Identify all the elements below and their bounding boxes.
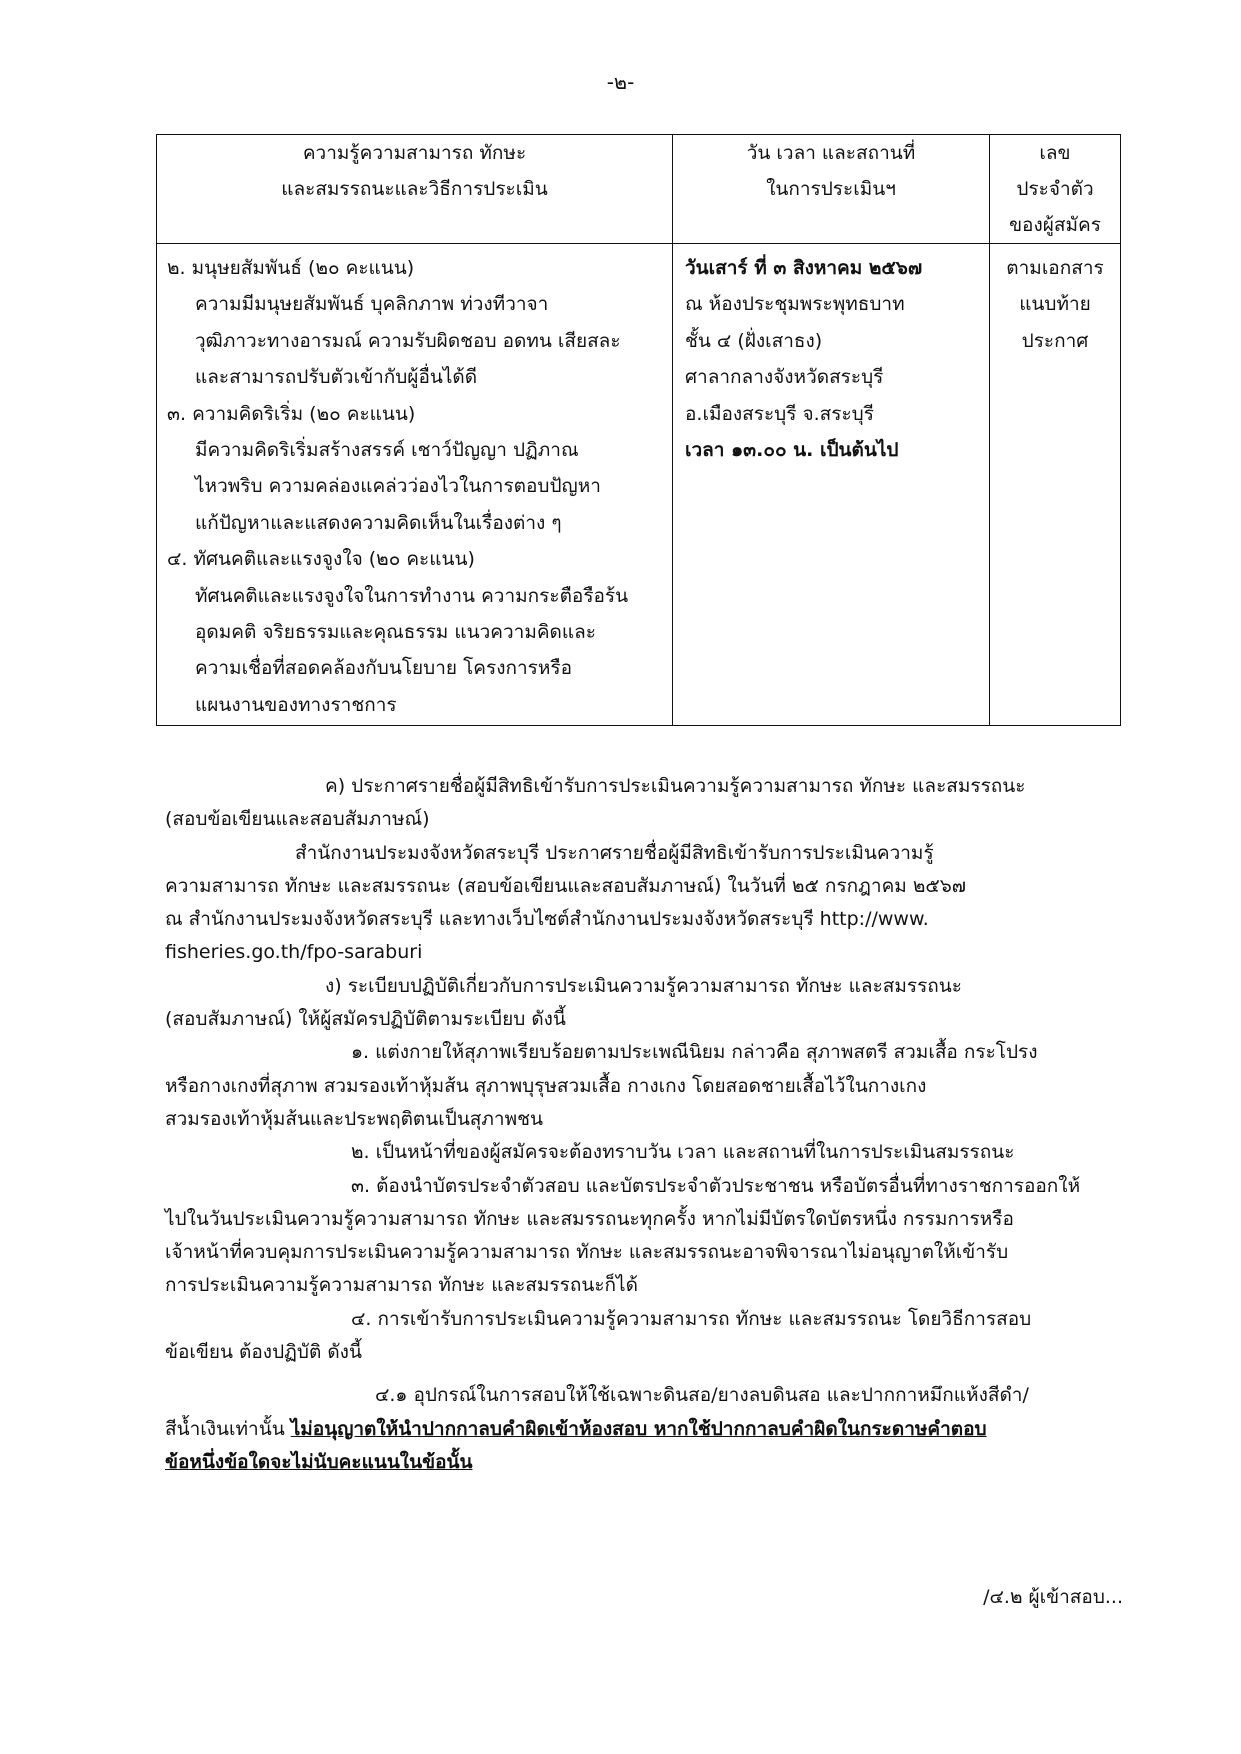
id-note-line: ประกาศ — [1021, 329, 1089, 352]
id-note-line: แนบท้าย — [1019, 293, 1091, 316]
rule-4: ๔. การเข้ารับการประเมินความรู้ความสามารถ ทักษะ และสมรรถนะ โดยวิธีการสอบ — [351, 1307, 1032, 1330]
criteria-detail: อุดมคติ จริยธรรมและคุณธรรม แนวความคิดและ — [195, 621, 596, 644]
section-c-heading-cont: (สอบข้อเขียนและสอบสัมภาษณ์) — [165, 808, 430, 831]
criteria-detail: และสามารถปรับตัวเข้ากับผู้อื่นได้ดี — [195, 366, 478, 389]
criteria-item: ๓. ความคิดริเริ่ม (๒๐ คะแนน) — [167, 402, 416, 425]
criteria-detail: วุฒิภาวะทางอารมณ์ ความรับผิดชอบ อดทน เสียสละ — [195, 329, 621, 352]
schedule-venue: ศาลากลางจังหวัดสระบุรี — [685, 366, 884, 389]
criteria-detail: แผนงานของทางราชการ — [195, 693, 397, 716]
document-body — [165, 770, 1125, 1479]
id-note-line: ตามเอกสาร — [1006, 257, 1104, 279]
rule-4-1: ๔.๑ อุปกรณ์ในการสอบให้ใช้เฉพาะดินสอ/ยางลบดินสอ และปากกาหมึกแห้งสีดำ/ — [375, 1384, 1029, 1407]
header-criteria: ความรู้ความสามารถ ทักษะ และสมรรถนะและวิธีการประเมิน — [157, 135, 673, 244]
criteria-item: ๒. มนุษยสัมพันธ์ (๒๐ คะแนน) — [167, 257, 415, 279]
criteria-item: ๔. ทัศนคติและแรงจูงใจ (๒๐ คะแนน) — [167, 548, 475, 571]
criteria-detail: ไหวพริบ ความคล่องแคล่วว่องไวในการตอบปัญหา — [195, 475, 601, 498]
criteria-detail: ความมีมนุษยสัมพันธ์ บุคลิกภาพ ท่วงทีวาจา — [195, 293, 549, 316]
schedule-venue: ณ ห้องประชุมพระพุทธบาท — [685, 293, 905, 316]
assessment-table — [156, 134, 1121, 726]
section-c-body: สำนักงานประมงจังหวัดสระบุรี ประกาศรายชื่อผู้มีสิทธิเข้ารับการประเมินความรู้ — [295, 841, 934, 864]
schedule-venue: ชั้น ๔ (ฝั่งเสาธง) — [685, 329, 823, 352]
page-continuation: /๔.๒ ผู้เข้าสอบ... — [983, 1586, 1123, 1608]
section-c-body: ความสามารถ ทักษะ และสมรรถนะ (สอบข้อเขียนและสอบสัมภาษณ์) ในวันที่ ๒๕ กรกฎาคม ๒๕๖๗ — [165, 874, 967, 897]
schedule-cell — [673, 244, 990, 726]
rule-2: ๒. เป็นหน้าที่ของผู้สมัครจะต้องทราบวัน เวลา และสถานที่ในการประเมินสมรรถนะ — [351, 1141, 1015, 1164]
rule-4-1-cont — [165, 1413, 1125, 1446]
table-header-row — [157, 135, 1121, 244]
website-url: fisheries.go.th/fpo-saraburi — [165, 941, 423, 964]
section-d-heading: ง) ระเบียบปฏิบัติเกี่ยวกับการประเมินความรู้ความสามารถ ทักษะ และสมรรถนะ — [325, 974, 963, 997]
rule-1: ๑. แต่งกายให้สุภาพเรียบร้อยตามประเพณีนิยม กล่าวคือ สุภาพสตรี สวมเสื้อ กระโปรง — [351, 1041, 1038, 1064]
schedule-date: วันเสาร์ ที่ ๓ สิงหาคม ๒๕๖๗ — [685, 257, 923, 279]
rule-4-1-warning-cont: ข้อหนึ่งข้อใดจะไม่นับคะแนนในข้อนั้น — [165, 1450, 473, 1473]
rule-4-1-text: สีน้ำเงินเท่านั้น — [165, 1417, 291, 1440]
criteria-detail: ความเชื่อที่สอดคล้องกับนโยบาย โครงการหรือ — [195, 657, 572, 680]
rule-3-cont: การประเมินความรู้ความสามารถ ทักษะ และสมรรถนะก็ได้ — [165, 1274, 638, 1297]
rule-3-cont: เจ้าหน้าที่ควบคุมการประเมินความรู้ความสามารถ ทักษะ และสมรรถนะอาจพิจารณาไม่อนุญาตให้เข้ารับ — [165, 1241, 1009, 1264]
page-number: -๒- — [606, 70, 635, 94]
section-c-body: ณ สำนักงานประมงจังหวัดสระบุรี และทางเว็บไซต์สำนักงานประมงจังหวัดสระบุรี http://www. — [165, 908, 929, 931]
rule-1-cont: หรือกางเกงที่สุภาพ สวมรองเท้าหุ้มส้น สุภาพบุรุษสวมเสื้อ กางเกง โดยสอดชายเสื้อไว้ในกางเกง — [165, 1074, 927, 1097]
schedule-venue: อ.เมืองสระบุรี จ.สระบุรี — [685, 402, 874, 425]
rule-1-cont: สวมรองเท้าหุ้มส้นและประพฤติตนเป็นสุภาพชน — [165, 1107, 544, 1130]
header-applicant-id: เลข ประจำตัว ของผู้สมัคร — [990, 135, 1121, 244]
header-schedule: วัน เวลา และสถานที่ ในการประเมินฯ — [673, 135, 990, 244]
rule-3-cont: ไปในวันประเมินความรู้ความสามารถ ทักษะ และสมรรถนะทุกครั้ง หากไม่มีบัตรใดบัตรหนึ่ง กรรมการหรือ — [165, 1207, 1014, 1230]
criteria-detail: มีความคิดริเริ่มสร้างสรรค์ เชาว์ปัญญา ปฏิภาณ — [195, 439, 579, 462]
table-body-row — [157, 244, 1121, 726]
rule-4-cont: ข้อเขียน ต้องปฏิบัติ ดังนี้ — [165, 1341, 362, 1364]
criteria-cell — [157, 244, 673, 726]
section-c-heading: ค) ประกาศรายชื่อผู้มีสิทธิเข้ารับการประเมินความรู้ความสามารถ ทักษะ และสมรรถนะ — [325, 775, 1026, 797]
rule-3: ๓. ต้องนำบัตรประจำตัวสอบ และบัตรประจำตัวประชาชน หรือบัตรอื่นที่ทางราชการออกให้ — [351, 1174, 1081, 1197]
criteria-detail: แก้ปัญหาและแสดงความคิดเห็นในเรื่องต่าง ๆ — [195, 511, 562, 534]
rule-4-1-warning: ไม่อนุญาตให้นำปากกาลบคำผิดเข้าห้องสอบ หากใช้ปากกาลบคำผิดในกระดาษคำตอบ — [290, 1417, 987, 1440]
section-d-heading-cont: (สอบสัมภาษณ์) ให้ผู้สมัครปฏิบัติตามระเบียบ ดังนี้ — [165, 1008, 566, 1031]
criteria-detail: ทัศนคติและแรงจูงใจในการทำงาน ความกระตือรือร้น — [195, 584, 629, 607]
schedule-time: เวลา ๑๓.๐๐ น. เป็นต้นไป — [685, 439, 899, 462]
applicant-id-cell — [990, 244, 1121, 726]
